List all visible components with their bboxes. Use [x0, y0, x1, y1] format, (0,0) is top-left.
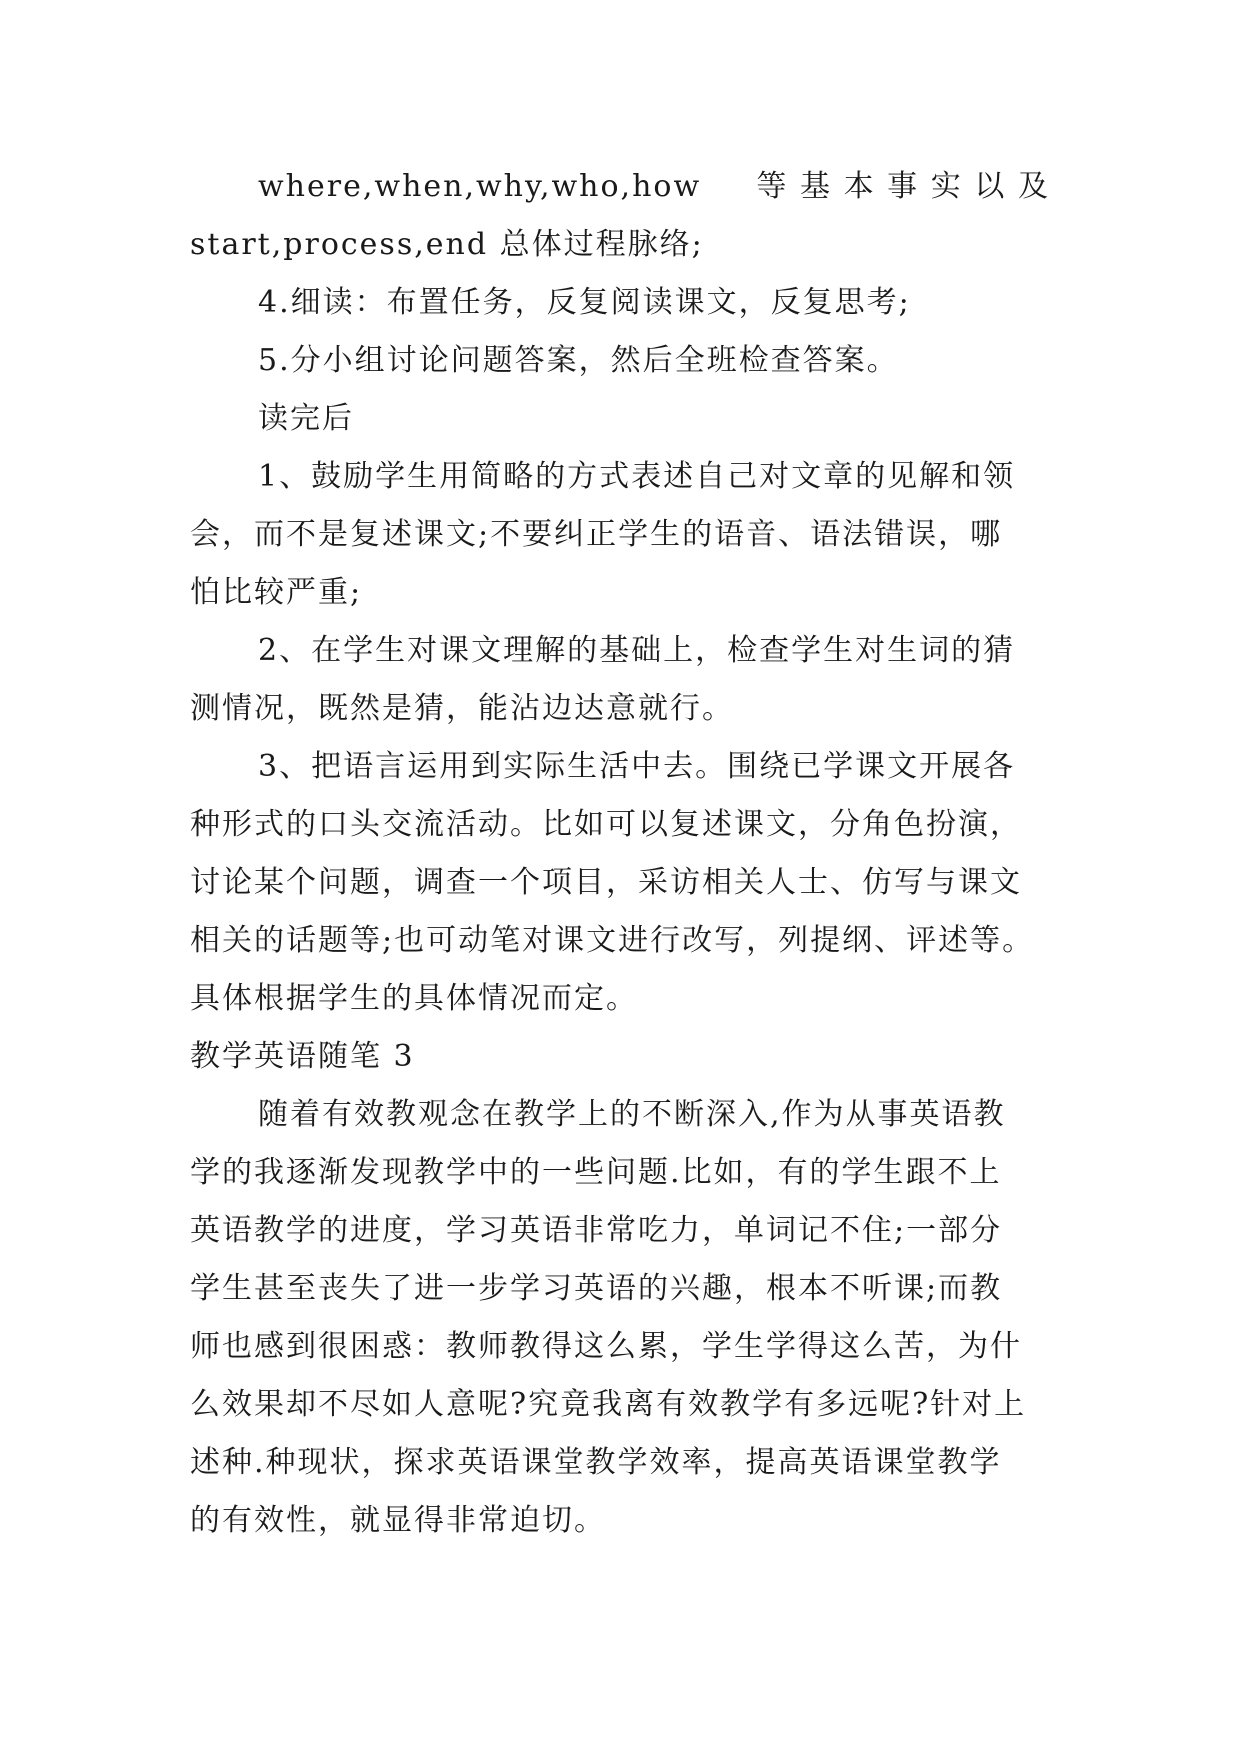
- text-line: 英语教学的进度，学习英语非常吃力，单词记不住;一部分: [190, 1213, 1003, 1248]
- text-line: 么效果却不尽如人意呢?究竟我离有效教学有多远呢?针对上: [190, 1387, 1027, 1422]
- text-line: 4.细读：布置任务，反复阅读课文，反复思考;: [258, 285, 911, 320]
- text-line: 讨论某个问题，调查一个项目，采访相关人士、仿写与课文: [190, 865, 1022, 900]
- text-line: 会，而不是复述课文;不要纠正学生的语音、语法错误，哪: [190, 517, 1003, 552]
- text-line: 5.分小组讨论问题答案，然后全班检查答案。: [258, 343, 899, 378]
- text-line: 1、鼓励学生用简略的方式表述自己对文章的见解和领: [258, 459, 1016, 494]
- text-line: 述种.种现状，探求英语课堂教学效率，提高英语课堂教学: [190, 1445, 1002, 1480]
- text-line: 具体根据学生的具体情况而定。: [190, 981, 638, 1016]
- text-line: 测情况，既然是猜，能沾边达意就行。: [190, 691, 734, 726]
- section-label: 读完后: [258, 401, 354, 436]
- text-line: 种形式的口头交流活动。比如可以复述课文，分角色扮演，: [190, 807, 1022, 842]
- text-line: 3、把语言运用到实际生活中去。围绕已学课文开展各: [258, 749, 1016, 784]
- text-line: 的有效性，就显得非常迫切。: [190, 1503, 606, 1538]
- section-heading: 教学英语随笔 3: [190, 1039, 415, 1074]
- text-line: 怕比较严重;: [190, 575, 363, 610]
- document-body: [190, 158, 1050, 1550]
- text-line: 随着有效教观念在教学上的不断深入,作为从事英语教: [258, 1097, 1006, 1132]
- text-line: 相关的话题等;也可动笔对课文进行改写，列提纲、评述等。: [190, 923, 1035, 958]
- text-line: 学生甚至丧失了进一步学习英语的兴趣，根本不听课;而教: [190, 1271, 1003, 1306]
- text-line: 学的我逐渐发现教学中的一些问题.比如，有的学生跟不上: [190, 1155, 1002, 1190]
- text-line: start,process,end 总体过程脉络;: [190, 227, 704, 262]
- text-line: where,when,why,who,how 等基本事实以及: [258, 169, 1050, 204]
- text-line: 师也感到很困惑：教师教得这么累，学生学得这么苦，为什: [190, 1329, 1022, 1364]
- text-line: 2、在学生对课文理解的基础上，检查学生对生词的猜: [258, 633, 1016, 668]
